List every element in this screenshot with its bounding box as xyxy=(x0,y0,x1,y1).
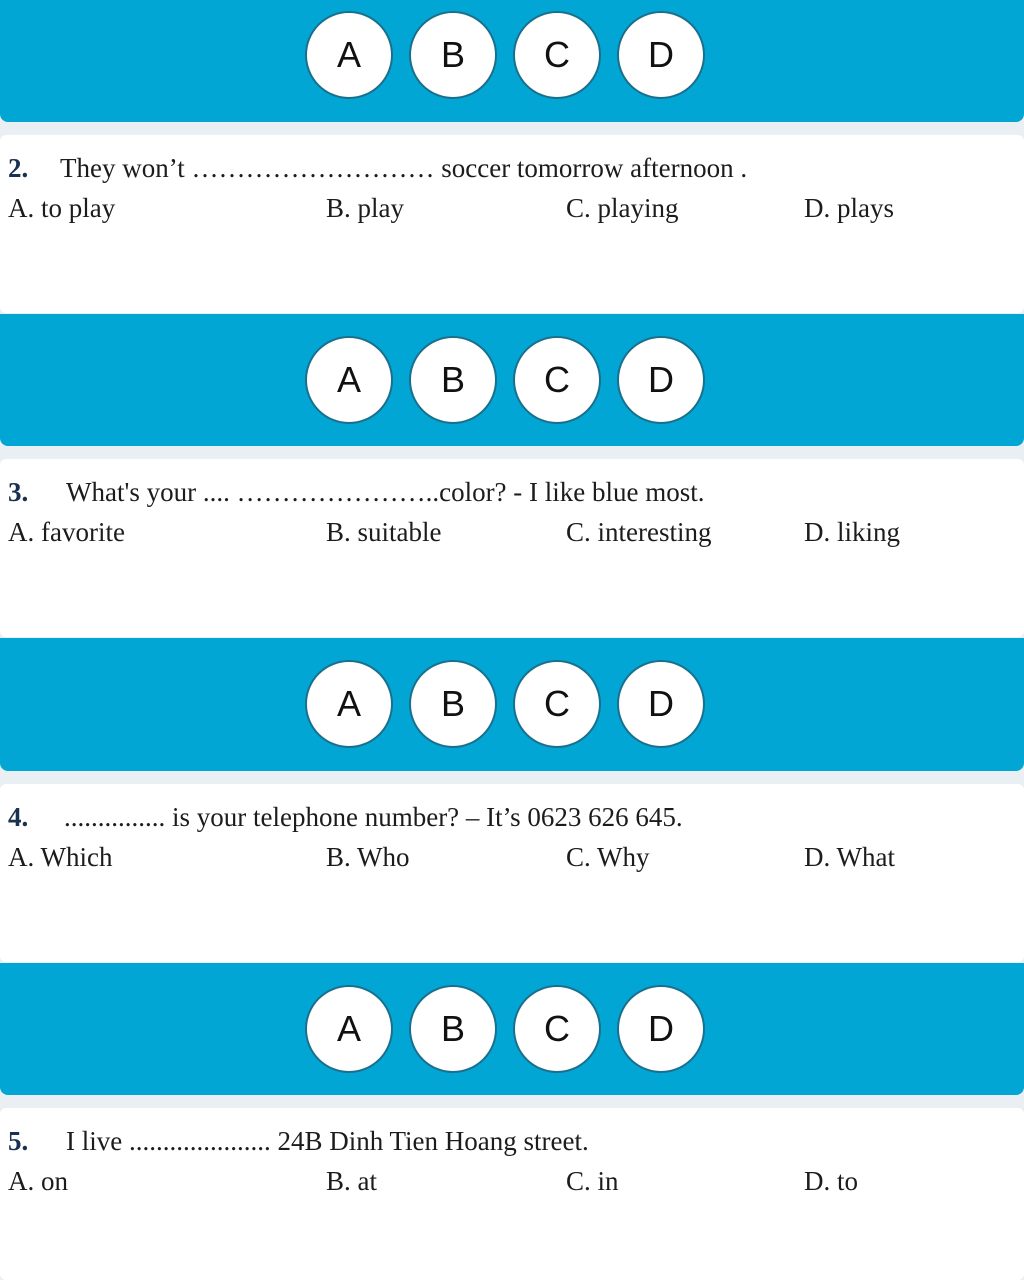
answer-c-button[interactable]: C xyxy=(513,11,601,99)
option-c: C. Why xyxy=(566,842,650,872)
option-c: C. in xyxy=(566,1166,619,1196)
answer-a-button[interactable]: A xyxy=(305,336,393,424)
answer-b-button[interactable]: B xyxy=(409,11,497,99)
question-2-text xyxy=(8,153,747,184)
answer-b-button[interactable]: B xyxy=(409,985,497,1073)
answer-c-button[interactable]: C xyxy=(513,336,601,424)
option-d: D. to xyxy=(804,1166,858,1196)
answer-c-button[interactable]: C xyxy=(513,660,601,748)
answer-d-button[interactable]: D xyxy=(617,985,705,1073)
option-a: A. to play xyxy=(8,193,116,223)
option-d: D. plays xyxy=(804,193,894,223)
answer-d-button[interactable]: D xyxy=(617,336,705,424)
answer-a-button[interactable]: A xyxy=(305,985,393,1073)
question-number: 2. xyxy=(8,153,29,183)
question-5-text xyxy=(8,1126,589,1157)
question-number: 5. xyxy=(8,1126,29,1156)
option-a: A. on xyxy=(8,1166,68,1196)
question-stem: What's your .... …………………..color? - I like blue most. xyxy=(66,477,705,507)
question-card-2 xyxy=(0,135,1024,313)
question-stem: They won’t ……………………… soccer tomorrow afternoon . xyxy=(60,153,748,183)
option-d: D. What xyxy=(804,842,895,872)
answer-d-button[interactable]: D xyxy=(617,660,705,748)
answer-band-3 xyxy=(0,638,1024,771)
question-3-text xyxy=(8,477,705,508)
answer-d-button[interactable]: D xyxy=(617,11,705,99)
option-b: B. play xyxy=(326,193,404,223)
answer-c-button[interactable]: C xyxy=(513,985,601,1073)
question-number: 4. xyxy=(8,802,29,832)
option-b: B. Who xyxy=(326,842,410,872)
question-stem: ............... is your telephone number? – It’s 0623 626 645. xyxy=(64,802,683,832)
question-stem: I live ..................... 24B Dinh Tien Hoang street. xyxy=(66,1126,589,1156)
option-d: D. liking xyxy=(804,517,901,547)
option-b: B. at xyxy=(326,1166,377,1196)
question-card-5 xyxy=(0,1108,1024,1280)
answer-b-button[interactable]: B xyxy=(409,660,497,748)
option-a: A. favorite xyxy=(8,517,125,547)
question-card-3 xyxy=(0,459,1024,637)
answer-b-button[interactable]: B xyxy=(409,336,497,424)
option-a: A. Which xyxy=(8,842,113,872)
question-number: 3. xyxy=(8,477,29,507)
answer-a-button[interactable]: A xyxy=(305,11,393,99)
answer-band-2 xyxy=(0,314,1024,446)
answer-band-4 xyxy=(0,963,1024,1095)
answer-a-button[interactable]: A xyxy=(305,660,393,748)
option-c: C. playing xyxy=(566,193,679,223)
option-b: B. suitable xyxy=(326,517,442,547)
answer-band-1 xyxy=(0,0,1024,122)
question-4-text xyxy=(8,802,683,833)
option-c: C. interesting xyxy=(566,517,712,547)
question-card-4 xyxy=(0,784,1024,962)
